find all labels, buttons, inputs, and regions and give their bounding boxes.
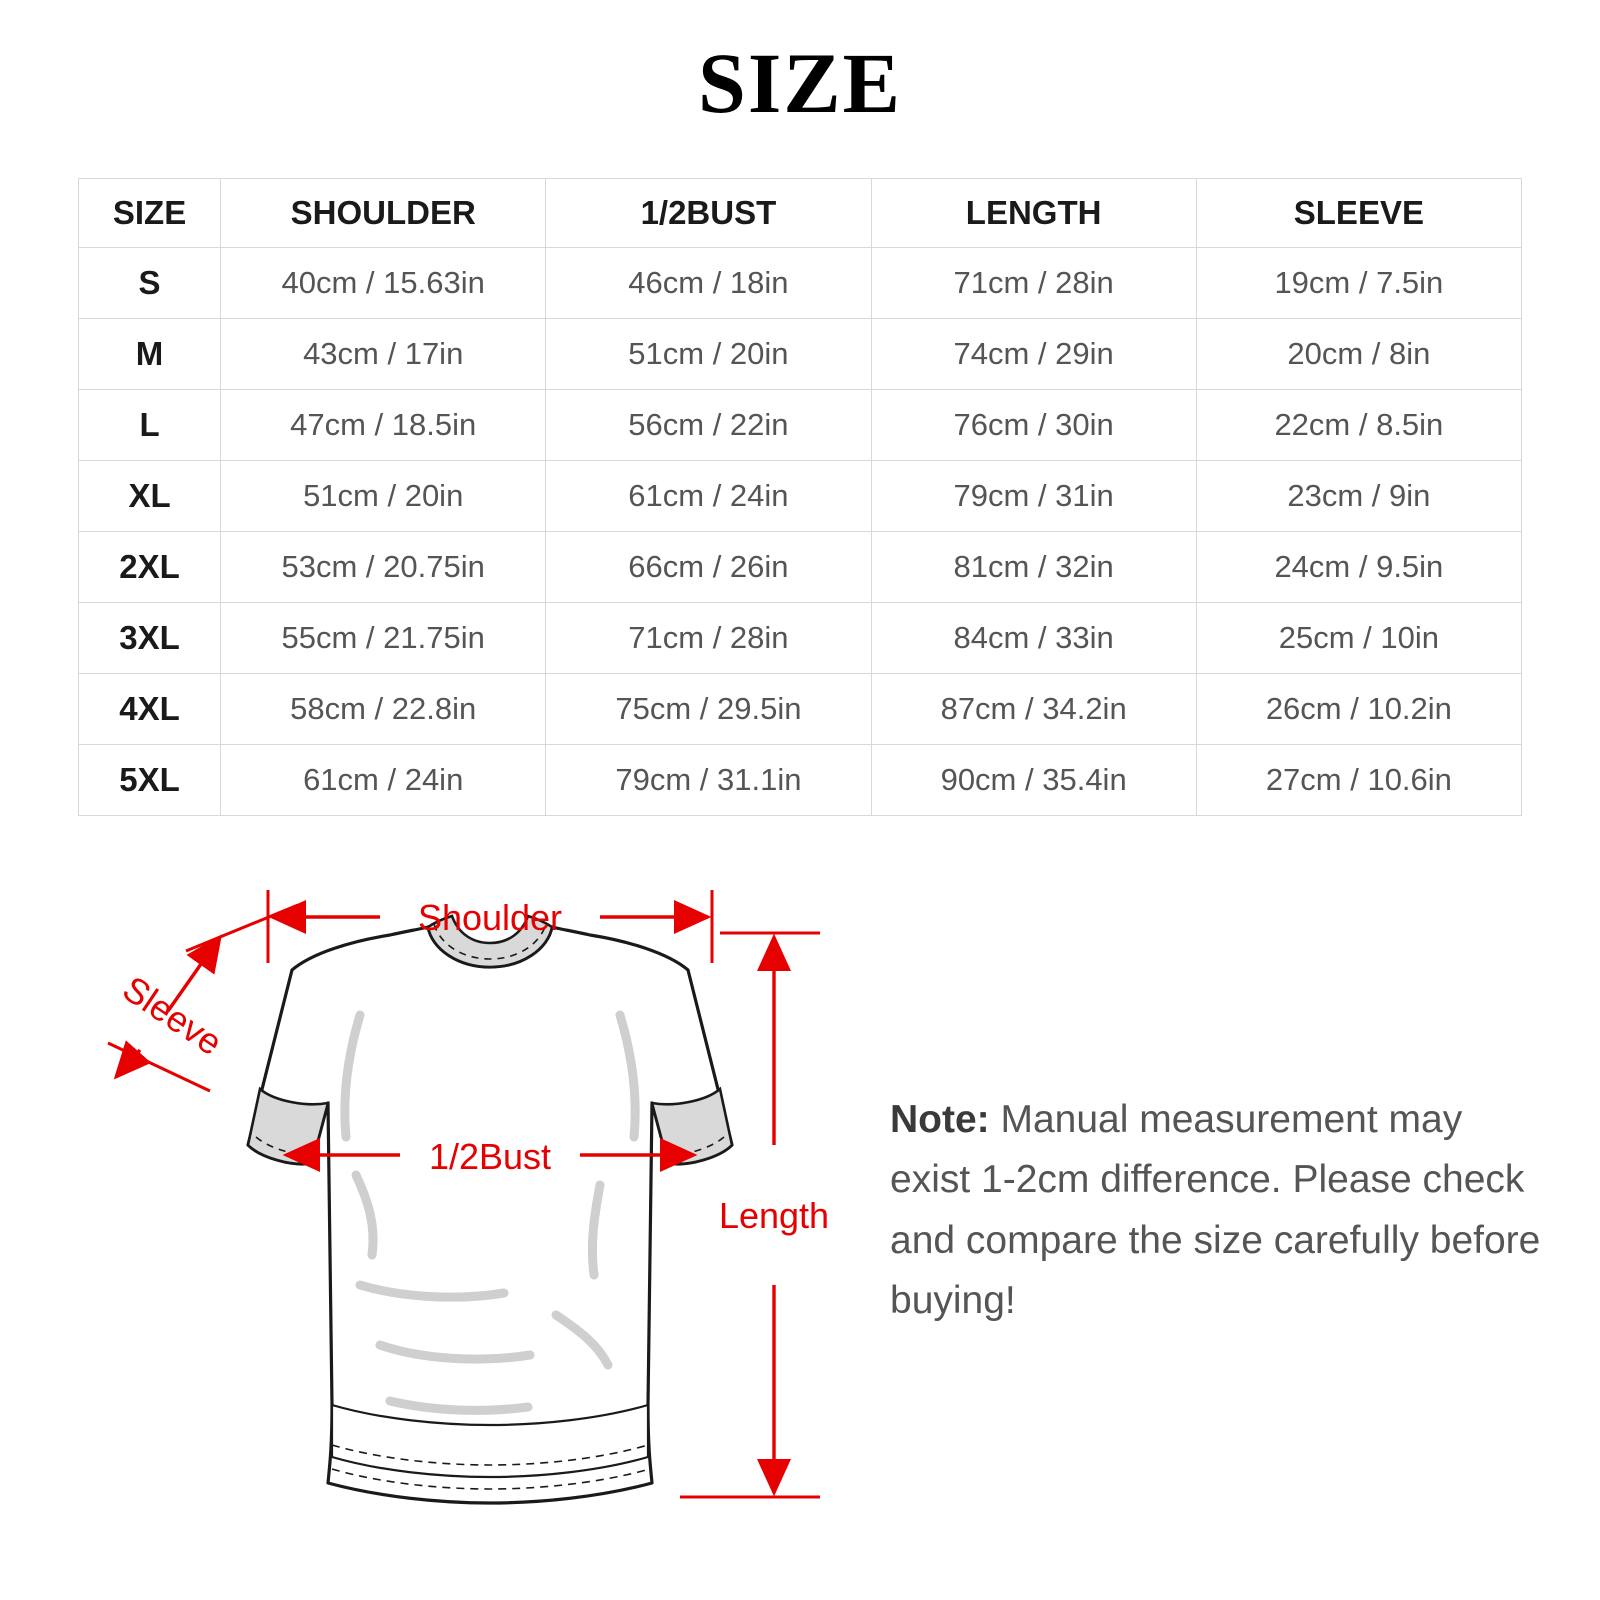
- cell-sleeve: 20cm / 8in: [1196, 319, 1521, 390]
- cell-length: 76cm / 30in: [871, 390, 1196, 461]
- cell-bust: 61cm / 24in: [546, 461, 871, 532]
- cell-sleeve: 27cm / 10.6in: [1196, 745, 1521, 816]
- cell-bust: 79cm / 31.1in: [546, 745, 871, 816]
- cell-length: 79cm / 31in: [871, 461, 1196, 532]
- table-row: [79, 603, 1522, 674]
- cell-bust: 75cm / 29.5in: [546, 674, 871, 745]
- cell-length: 71cm / 28in: [871, 248, 1196, 319]
- cell-shoulder: 53cm / 20.75in: [221, 532, 546, 603]
- table-row: [79, 745, 1522, 816]
- cell-bust: 56cm / 22in: [546, 390, 871, 461]
- table-row: [79, 390, 1522, 461]
- cell-bust: 71cm / 28in: [546, 603, 871, 674]
- cell-size: 2XL: [79, 532, 221, 603]
- cell-shoulder: 61cm / 24in: [221, 745, 546, 816]
- cell-length: 87cm / 34.2in: [871, 674, 1196, 745]
- column-header-size: SIZE: [79, 179, 221, 248]
- cell-bust: 51cm / 20in: [546, 319, 871, 390]
- cell-shoulder: 58cm / 22.8in: [221, 674, 546, 745]
- note-text: Manual measurement may exist 1-2cm difference. Please check and compare the size carefully before buying!: [890, 1098, 1541, 1323]
- table-row: [79, 461, 1522, 532]
- cell-sleeve: 24cm / 9.5in: [1196, 532, 1521, 603]
- length-label: Length: [718, 1195, 830, 1236]
- tshirt-illustration: [248, 916, 732, 1503]
- table-row: [79, 319, 1522, 390]
- cell-size: XL: [79, 461, 221, 532]
- cell-shoulder: 51cm / 20in: [221, 461, 546, 532]
- column-header-length: LENGTH: [871, 179, 1196, 248]
- column-header-shoulder: SHOULDER: [221, 179, 546, 248]
- cell-bust: 66cm / 26in: [546, 532, 871, 603]
- cell-size: 4XL: [79, 674, 221, 745]
- column-header-sleeve: SLEEVE: [1196, 179, 1521, 248]
- cell-shoulder: 55cm / 21.75in: [221, 603, 546, 674]
- cell-shoulder: 40cm / 15.63in: [221, 248, 546, 319]
- size-chart-table: [78, 178, 1522, 816]
- cell-sleeve: 25cm / 10in: [1196, 603, 1521, 674]
- cell-size: 5XL: [79, 745, 221, 816]
- column-header-bust: 1/2BUST: [546, 179, 871, 248]
- shoulder-label: Shoulder: [417, 897, 563, 938]
- note-prefix: Note:: [890, 1098, 990, 1141]
- measurement-note: [890, 1090, 1550, 1332]
- cell-length: 74cm / 29in: [871, 319, 1196, 390]
- cell-size: M: [79, 319, 221, 390]
- cell-sleeve: 22cm / 8.5in: [1196, 390, 1521, 461]
- table-row: [79, 674, 1522, 745]
- table-header-row: [79, 179, 1522, 248]
- cell-size: S: [79, 248, 221, 319]
- cell-size: 3XL: [79, 603, 221, 674]
- cell-length: 90cm / 35.4in: [871, 745, 1196, 816]
- page-title: SIZE: [697, 35, 903, 131]
- cell-sleeve: 19cm / 7.5in: [1196, 248, 1521, 319]
- cell-sleeve: 23cm / 9in: [1196, 461, 1521, 532]
- cell-bust: 46cm / 18in: [546, 248, 871, 319]
- cell-shoulder: 43cm / 17in: [221, 319, 546, 390]
- bust-label: 1/2Bust: [428, 1136, 552, 1177]
- table-row: [79, 248, 1522, 319]
- cell-shoulder: 47cm / 18.5in: [221, 390, 546, 461]
- sleeve-label: Sleeve: [115, 967, 230, 1064]
- cell-size: L: [79, 390, 221, 461]
- cell-sleeve: 26cm / 10.2in: [1196, 674, 1521, 745]
- table-row: [79, 532, 1522, 603]
- cell-length: 81cm / 32in: [871, 532, 1196, 603]
- cell-length: 84cm / 33in: [871, 603, 1196, 674]
- tshirt-measurement-diagram: [60, 845, 860, 1565]
